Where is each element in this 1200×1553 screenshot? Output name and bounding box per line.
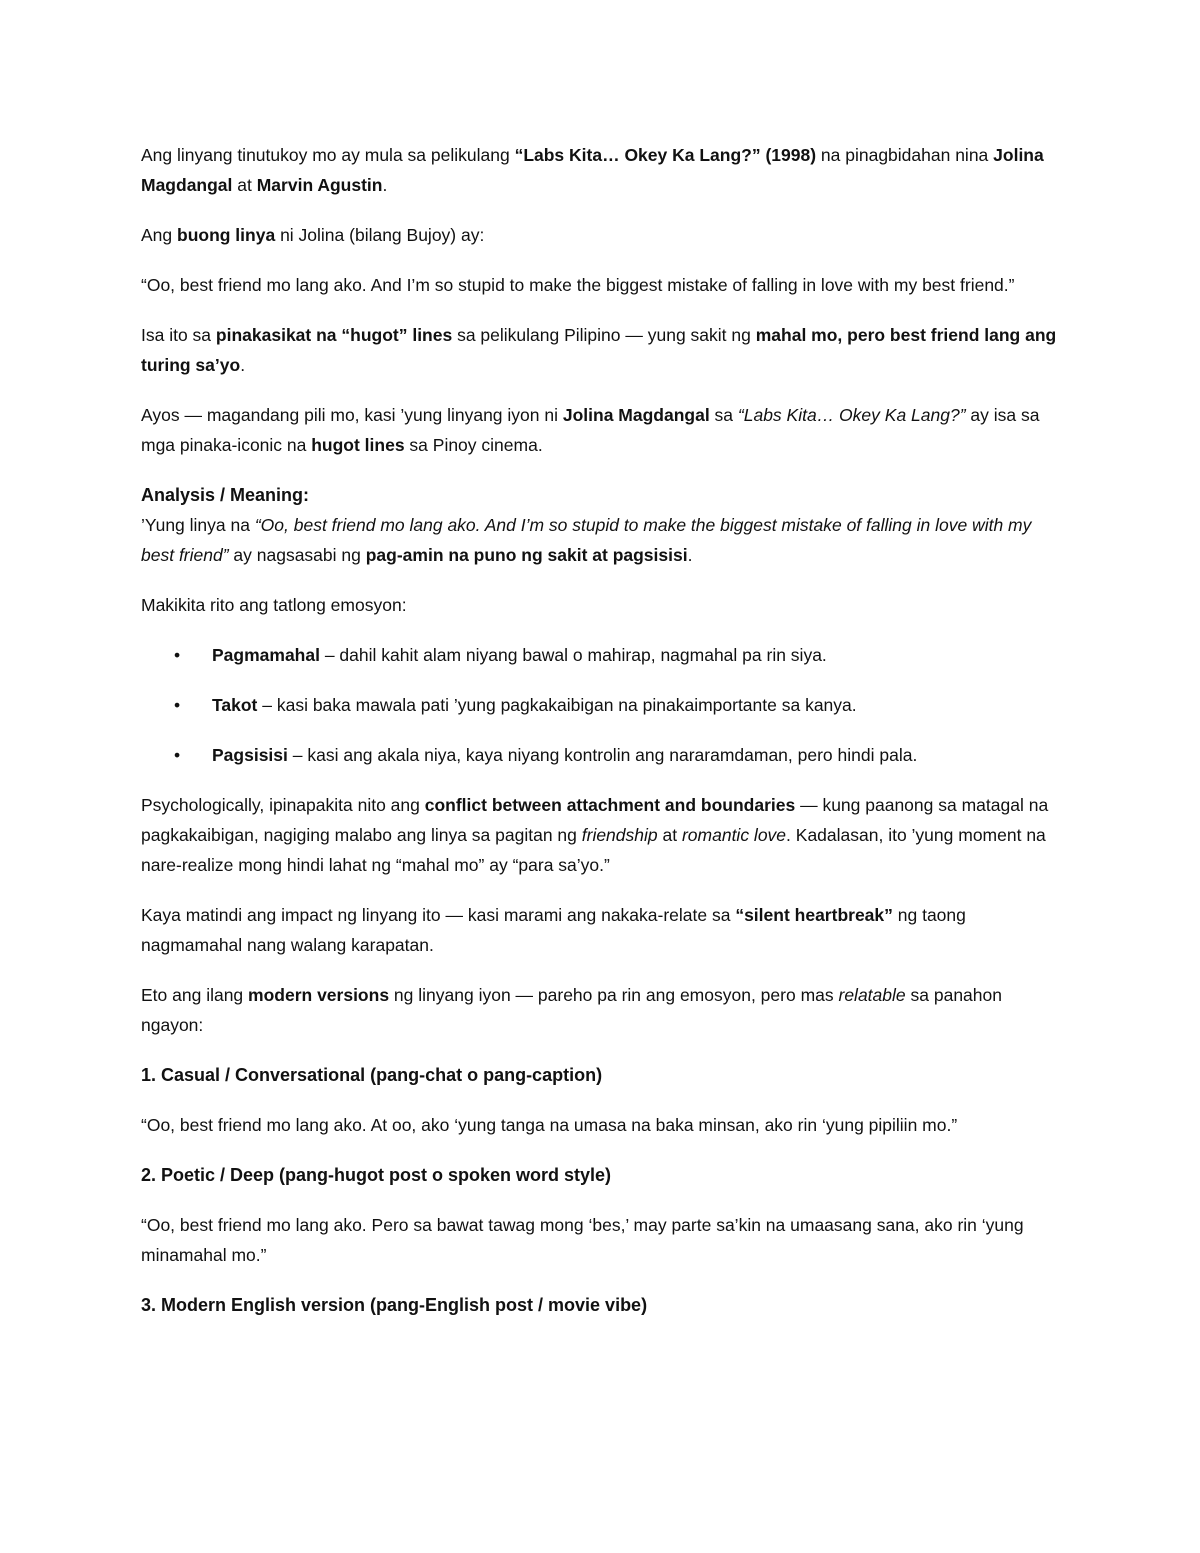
emphasis: conflict between attachment and boundaries (424, 795, 796, 815)
actor-name: Jolina Magdangal (141, 145, 1044, 195)
version-heading-casual: 1. Casual / Conversational (pang-chat o pang-caption) (141, 1065, 603, 1085)
text-run: at (232, 175, 257, 195)
emotion-description: – dahil kahit alam niyang bawal o mahirap, nagmahal pa rin siya. (319, 645, 827, 665)
emotion-description: – kasi ang akala niya, kaya niyang kontrolin ang nararamdaman, pero hindi pala. (287, 745, 918, 765)
analysis-paragraph (141, 510, 1061, 570)
emphasis: “silent heartbreak” (735, 905, 893, 925)
text-run: — kung paanong sa matagal na pagkakaibigan, nagiging malabo ang linya sa pagitan ng (141, 795, 1049, 845)
italic-term: friendship (581, 825, 658, 845)
emotion-term: Pagsisisi (212, 745, 288, 765)
italic-term: romantic love (681, 825, 787, 845)
text-run: Ang (141, 225, 177, 245)
text-run: at (657, 825, 682, 845)
text-run: sa pelikulang Pilipino — yung sakit ng (452, 325, 756, 345)
emphasis: modern versions (248, 985, 390, 1005)
text-run: Ang linyang tinutukoy mo ay mula sa pelikulang (141, 145, 515, 165)
list-item (141, 740, 1061, 770)
text-run: Psychologically, ipinapakita nito ang (141, 795, 425, 815)
quote-paragraph: “Oo, best friend mo lang ako. And I’m so stupid to make the biggest mistake of falling in love with my best friend.” (141, 275, 1015, 295)
text-run: Isa ito sa (141, 325, 216, 345)
text-run: . Kadalasan, ito ’yung moment na nare-realize mong hindi lahat ng “mahal mo” ay “para sa’yo.” (141, 825, 1046, 875)
emphasis: pinakasikat na “hugot” lines (215, 325, 453, 345)
list-item (141, 640, 1061, 670)
full-line-paragraph (141, 220, 1061, 250)
italic-term: relatable (838, 985, 906, 1005)
modern-versions-intro (141, 980, 1061, 1040)
actor-name: Marvin Agustin (256, 175, 383, 195)
hugot-paragraph (141, 320, 1061, 380)
text-run: sa (709, 405, 738, 425)
movie-title: “Labs Kita… Okey Ka Lang?” (737, 405, 966, 425)
text-run: na pinagbidahan nina (816, 145, 994, 165)
emphasis: buong linya (177, 225, 276, 245)
emotions-intro: Makikita rito ang tatlong emosyon: (141, 595, 407, 615)
quoted-line: “Oo, best friend mo lang ako. And I’m so stupid to make the biggest mistake of falling in love with my best friend” (141, 515, 1032, 565)
emotions-list (141, 640, 1061, 770)
text-run: Kaya matindi ang impact ng linyang ito — kasi marami ang nakaka-relate sa (141, 905, 736, 925)
text-run: sa panahon ngayon: (141, 985, 1002, 1035)
ayos-paragraph (141, 400, 1061, 460)
bullet-icon: • (174, 645, 181, 665)
emphasis: pag-amin na puno ng sakit at pagsisisi (365, 545, 688, 565)
text-run: ng taong nagmamahal nang walang karapatan. (141, 905, 966, 955)
version-quote-casual: “Oo, best friend mo lang ako. At oo, ako ‘yung tanga na umasa na baka minsan, ako rin ‘yung pipiliin mo.” (141, 1115, 958, 1135)
actor-name: Jolina Magdangal (562, 405, 710, 425)
emphasis: hugot lines (311, 435, 405, 455)
psychology-paragraph (141, 790, 1061, 880)
document-page (141, 140, 1061, 1340)
emotion-term: Takot (212, 695, 258, 715)
version-heading-poetic: 2. Poetic / Deep (pang-hugot post o spoken word style) (141, 1165, 612, 1185)
intro-paragraph (141, 140, 1061, 200)
text-run: Ayos — magandang pili mo, kasi ’yung linyang iyon ni (141, 405, 563, 425)
version-heading-english: 3. Modern English version (pang-English post / movie vibe) (141, 1295, 648, 1315)
emphasis: mahal mo, pero best friend lang ang turing sa’yo (141, 325, 1057, 375)
text-run: Eto ang ilang (141, 985, 249, 1005)
text-run: ni Jolina (bilang Bujoy) ay: (275, 225, 485, 245)
text-run: sa Pinoy cinema. (404, 435, 543, 455)
analysis-heading: Analysis / Meaning: (141, 485, 310, 505)
text-run: . (687, 545, 693, 565)
impact-paragraph (141, 900, 1061, 960)
emotion-term: Pagmamahal (212, 645, 320, 665)
text-run: ay nagsasabi ng (228, 545, 366, 565)
text-run: ’Yung linya na (141, 515, 255, 535)
bullet-icon: • (174, 695, 181, 715)
list-item (141, 690, 1061, 720)
emotion-description: – kasi baka mawala pati ’yung pagkakaibigan na pinakaimportante sa kanya. (257, 695, 857, 715)
text-run: ng linyang iyon — pareho pa rin ang emosyon, pero mas (389, 985, 839, 1005)
movie-title: “Labs Kita… Okey Ka Lang?” (1998) (514, 145, 817, 165)
version-quote-poetic: “Oo, best friend mo lang ako. Pero sa bawat tawag mong ‘bes,’ may parte sa’kin na umaasang sana, ako rin ‘yung minamahal mo.” (141, 1215, 1024, 1265)
bullet-icon: • (174, 745, 181, 765)
text-run: ay isa sa mga pinaka-iconic na (141, 405, 1040, 455)
text-run: . (382, 175, 388, 195)
text-run: . (240, 355, 246, 375)
